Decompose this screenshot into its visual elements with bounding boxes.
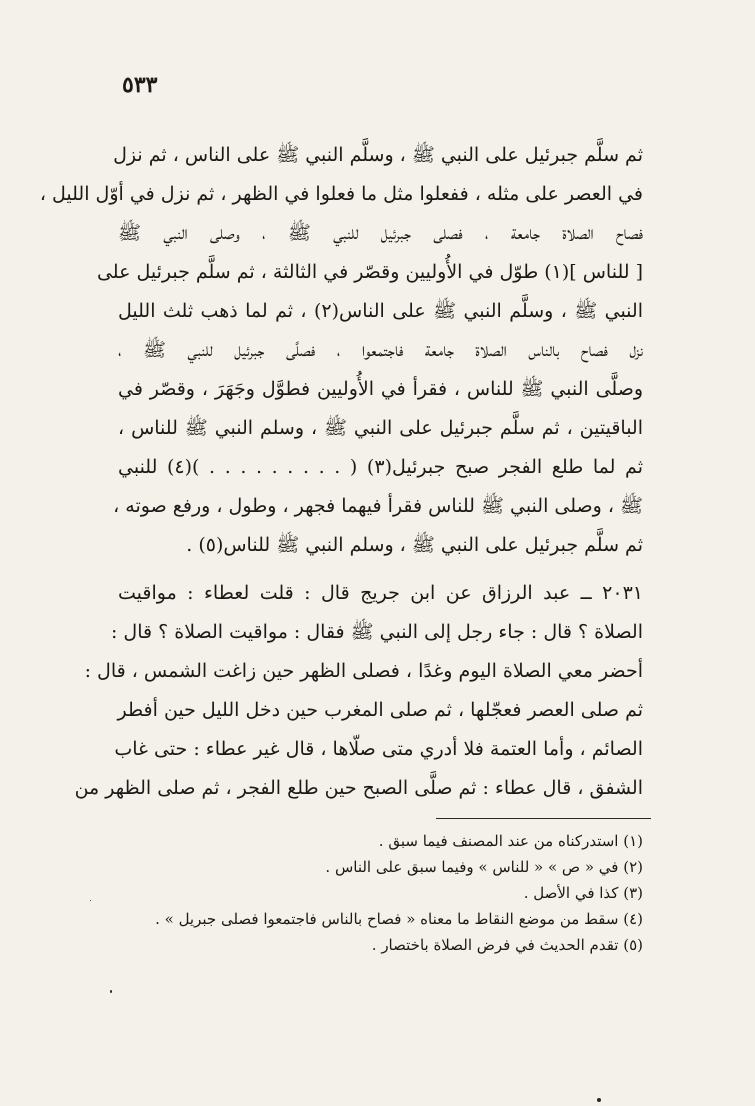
scan-speck	[90, 900, 91, 901]
text-line: وصلَّى النبي ﷺ للناس ، فقرأ في الأُوليين فطوَّل وجَهَرَ ، وقصّر في	[118, 378, 643, 400]
text-line: [ للناس ](١) طوّل في الأُوليين وقصّر في الثالثة ، ثم سلَّم جبرئيل على	[96, 261, 643, 283]
footnote-5: (٥) تقدم الحديث في فرض الصلاة باختصار .	[371, 936, 643, 954]
text-line: النبي ﷺ ، وسلَّم النبي ﷺ على الناس(٢) ، ثم لما ذهب ثلث الليل	[118, 300, 643, 322]
footnote-4: (٤) سقط من موضع النقاط ما معناه « فصاح بالناس فاجتمعوا فصلى جبريل » .	[155, 910, 643, 928]
text-line: ثم صلى العصر فعجّلها ، ثم صلى المغرب حين دخل الليل حين أفطر	[117, 699, 643, 721]
text-line: ثم سلَّم جبرئيل على النبي ﷺ ، وسلم النبي ﷺ للناس(٥) .	[186, 534, 643, 556]
paragraph-hadith-continuation	[39, 136, 643, 565]
text-line: الصائم ، وأما العتمة فلا أدري متى صلّاها ، قال غير عطاء : حتى غاب	[114, 738, 643, 760]
text-line: ثم سلَّم جبرئيل على النبي ﷺ ، وسلَّم النبي ﷺ على الناس ، ثم نزل	[113, 144, 643, 166]
text-line: ثم لما طلع الفجر صبح جبرئيل(٣) ( . . . . . . . . . )(٤) للنبي	[118, 456, 643, 478]
scan-speck	[110, 990, 112, 993]
text-line: في العصر على مثله ، ففعلوا مثل ما فعلوا في الظهر ، ثم نزل في أوّل الليل ،	[39, 183, 643, 205]
text-line: أحضر معي الصلاة اليوم وغدًا ، فصلى الظهر حين زاغت الشمس ، قال :	[84, 660, 643, 682]
text-line: نزل فصاح بالناس الصلاة جامعة فاجتمعوا ، فصلَّى جبرئيل للنبي ﷺ ،	[118, 339, 643, 361]
text-line: الشفق ، قال عطاء : ثم صلَّى الصبح حين طلع الفجر ، ثم صلى الظهر من	[74, 777, 643, 799]
text-line: الباقيتين ، ثم سلَّم جبرئيل على النبي ﷺ ، وسلم النبي ﷺ للناس ،	[118, 417, 643, 439]
footnotes	[118, 828, 643, 958]
text-line: ﷺ ، وصلى النبي ﷺ للناس فقرأ فيهما فجهر ، وطول ، ورفع صوته ،	[113, 495, 643, 517]
text-line: ٢٠٣١ ــ عبد الرزاق عن ابن جريج قال : قلت لعطاء : مواقيت	[118, 582, 643, 604]
footnote-3: (٣) كذا في الأصل .	[523, 884, 643, 902]
page-number: ٥٣٣	[122, 72, 158, 98]
text-line: فصاح الصلاة جامعة ، فصلى جبرئيل للنبي ﷺ ، وصلى النبي ﷺ	[118, 222, 643, 244]
footnote-2: (٢) في « ص » « للناس » وفيما سبق على الناس .	[325, 858, 643, 876]
text-line: الصلاة ؟ قال : جاء رجل إلى النبي ﷺ فقال : مواقيت الصلاة ؟ قال :	[110, 621, 643, 643]
paragraph-hadith-2031	[74, 574, 643, 808]
footnote-separator	[436, 818, 651, 819]
scan-speck	[597, 1098, 601, 1102]
footnote-1: (١) استدركناه من عند المصنف فيما سبق .	[378, 832, 643, 850]
